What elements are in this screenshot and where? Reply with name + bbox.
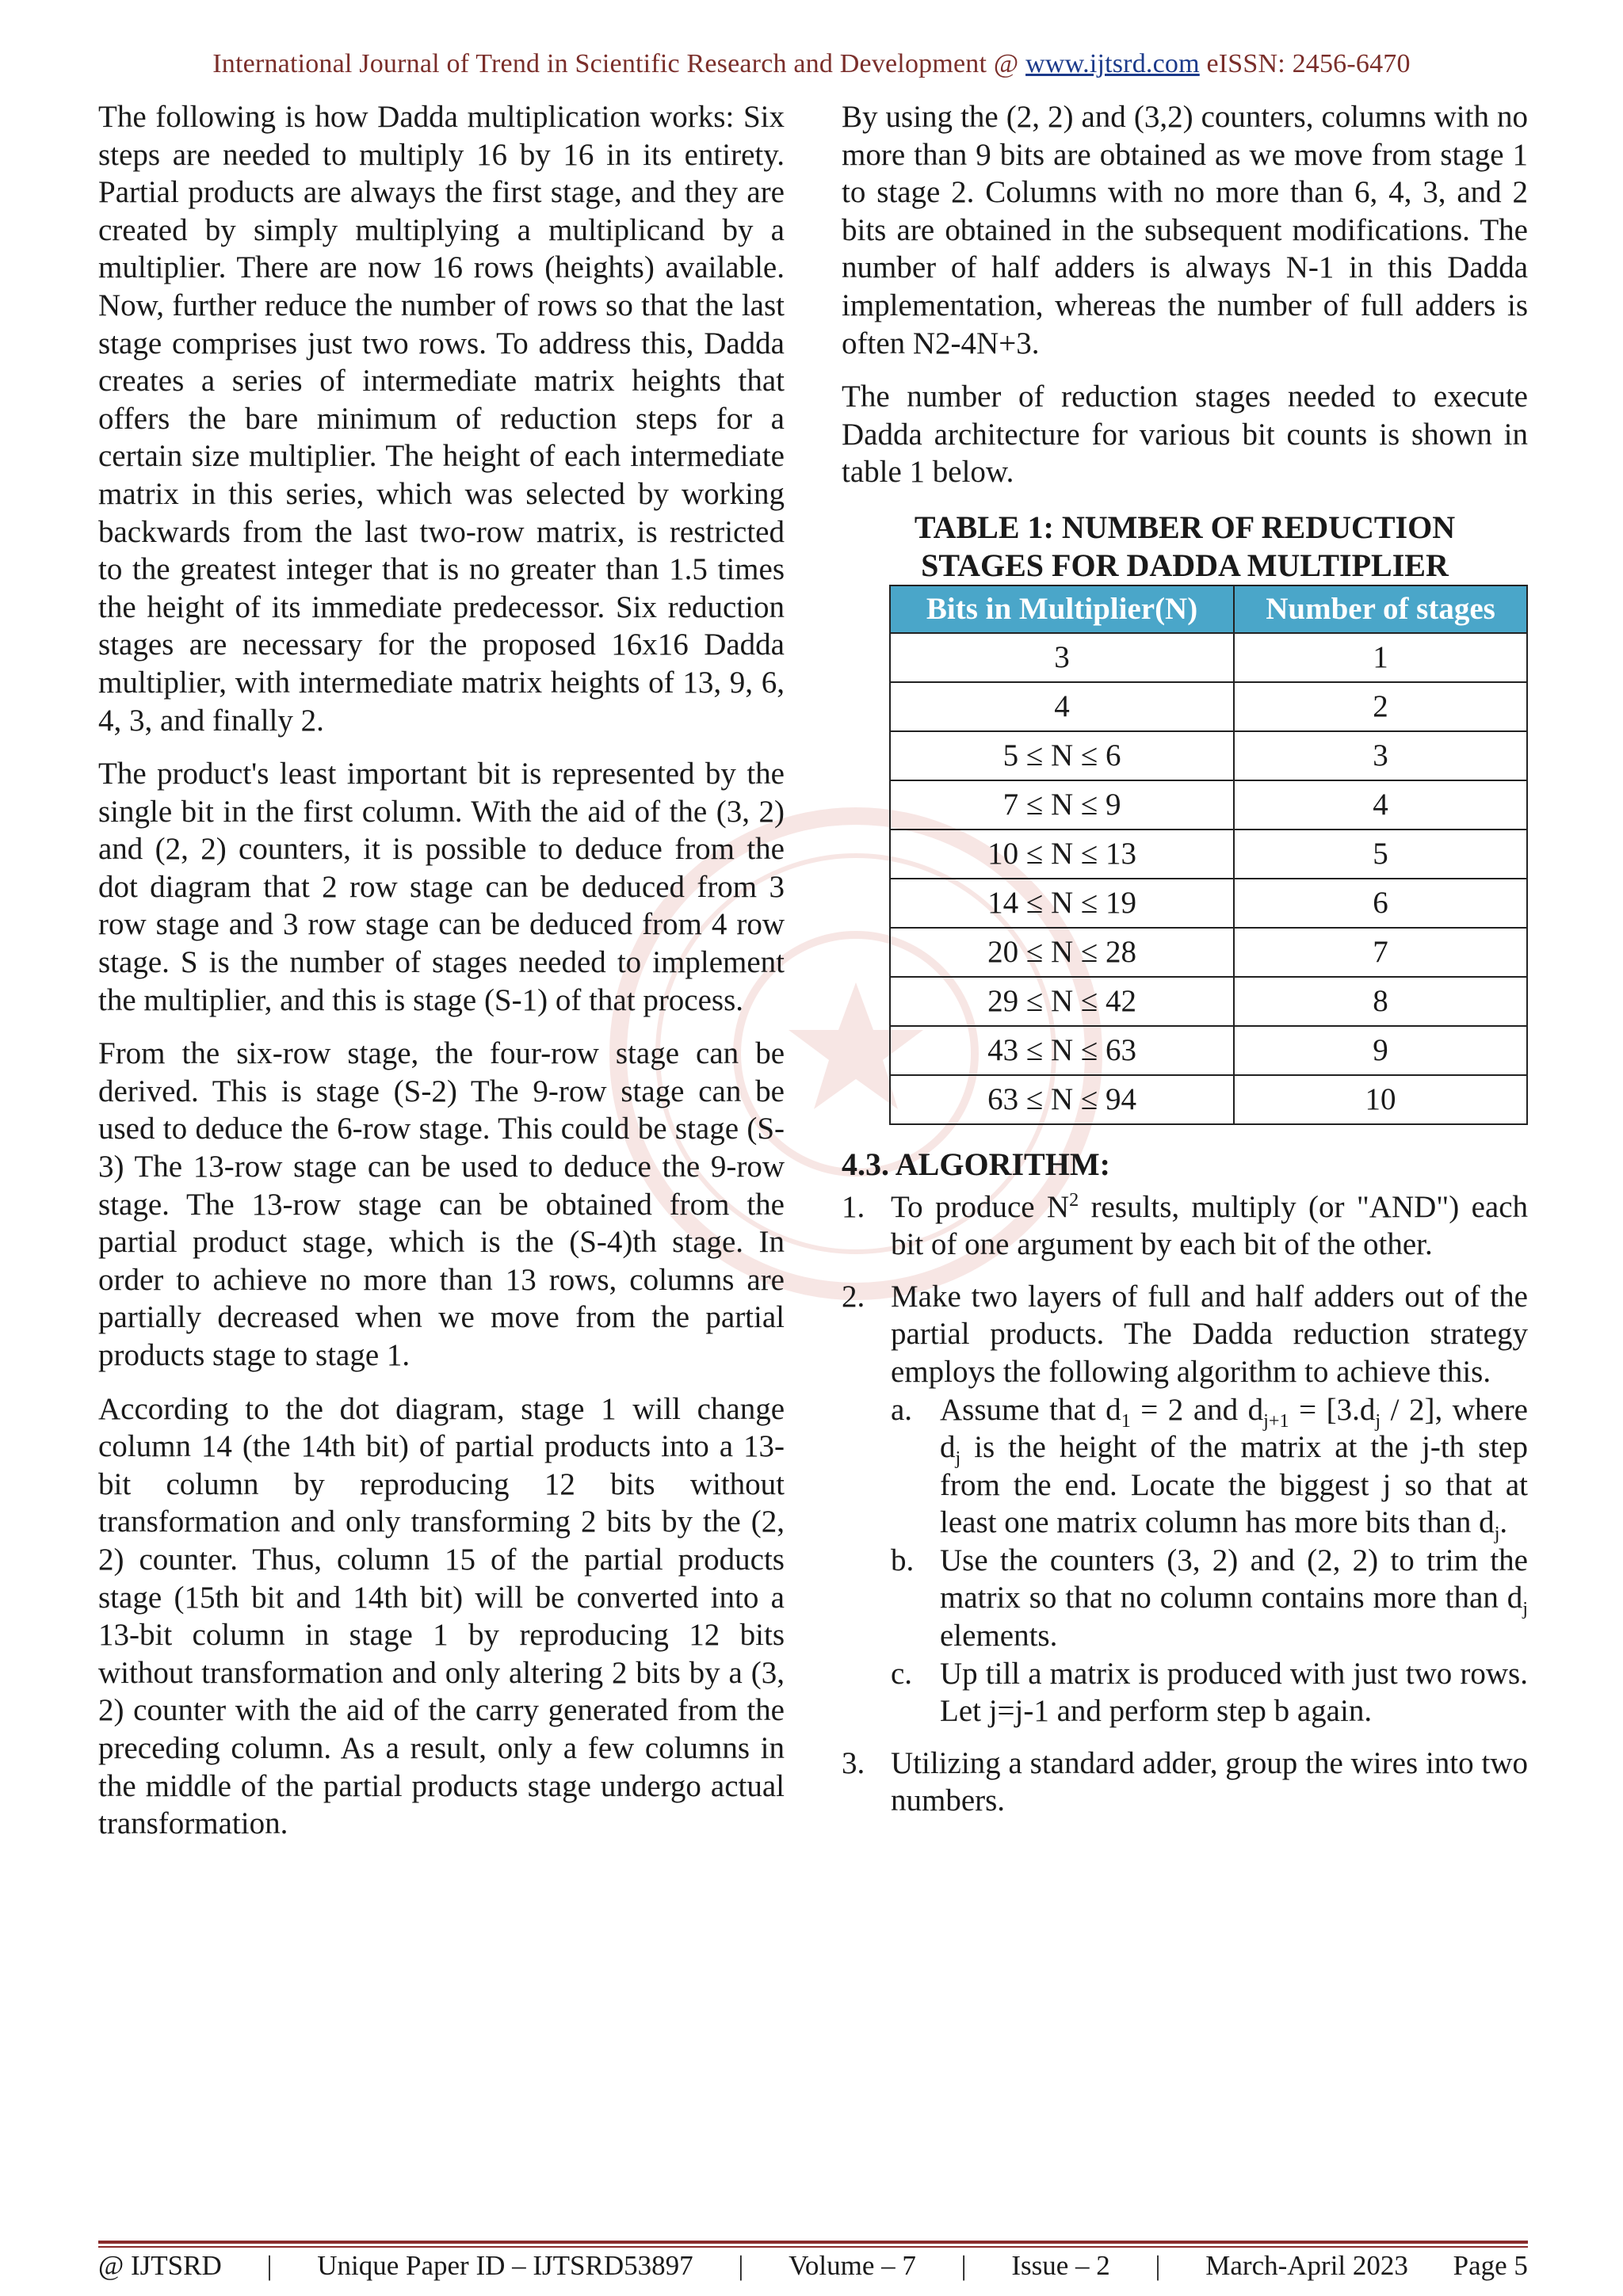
table-cell-bits: 43 ≤ N ≤ 63	[890, 1026, 1234, 1075]
substep-text: Use the counters (3, 2) and (2, 2) to trim the matrix so that no column contains more than $d_j$ elements.	[940, 1543, 1528, 1653]
running-footer	[98, 2250, 1528, 2282]
table-cell-bits: 4	[890, 682, 1234, 731]
algorithm-step-2	[842, 1278, 1528, 1730]
footer-paper-id: Unique Paper ID – IJTSRD53897	[317, 2250, 693, 2281]
journal-name: International Journal of Trend in Scientific Research and Development @	[212, 49, 1026, 78]
step-text: To produce $N^2$ results, multiply (or "AND") each bit of one argument by each bit of the other.	[891, 1188, 1528, 1262]
table-header-row	[890, 585, 1527, 633]
algorithm-substep-a	[891, 1391, 1528, 1545]
substep-letter: a.	[891, 1392, 913, 1427]
footer-separator: |	[960, 2250, 967, 2281]
table-cell-stages: 4	[1234, 780, 1527, 830]
right-column	[842, 98, 1528, 1834]
table-row	[890, 879, 1527, 928]
substep-text: Up till a matrix is produced with just two rows. Let j=j-1 and perform step b again.	[940, 1656, 1528, 1729]
table-row	[890, 682, 1527, 731]
table-cell-bits: 14 ≤ N ≤ 19	[890, 879, 1234, 928]
table-row	[890, 1075, 1527, 1124]
left-paragraph-3: From the six-row stage, the four-row stage can be derived. This is stage (S-2) The 9-row stage can be used to deduce the 6-row stage. This could be stage (S-3) The 13-row stage can be used to deduce the 9-row stage. The 13-row stage can be obtained from the partial product stage, which is the (S-4)th stage. In order to achieve no more than 13 rows, columns are partially decreased when we move from the partial products stage to stage 1.	[98, 1036, 785, 1372]
footer-separator: |	[1155, 2250, 1161, 2281]
algorithm-step-1	[842, 1188, 1528, 1264]
table-cell-stages: 5	[1234, 830, 1527, 879]
substep-letter: c.	[891, 1656, 913, 1691]
step-number: 2.	[842, 1279, 865, 1314]
step-text: Make two layers of full and half adders out of the partial products. The Dadda reduction strategy employs the following algorithm to achieve this. a. Assume that $d_1 = 2$ and $d_{j+1} = [3.d_j / 2]$, where $d_j$ is the height of the matrix at the j-th step from the end. Locate the biggest j so that at least one matrix column has more bits than $d_j$. b. Use the counters (3, 2) and (2, 2) to trim the matrix so that no column contains more than $d_j$ elements. c. Up till a matrix is produced with just two rows. Let j=j-1 and perform step b again.	[891, 1278, 1528, 1730]
table-cell-stages: 9	[1234, 1026, 1527, 1075]
table-row	[890, 780, 1527, 830]
table-caption-line-2: STAGES FOR DADDA MULTIPLIER	[921, 547, 1449, 583]
table-cell-stages: 2	[1234, 682, 1527, 731]
footer-page-number: Page 5	[1453, 2250, 1528, 2281]
algorithm-step-3	[842, 1745, 1528, 1820]
footer-volume: Volume – 7	[789, 2250, 916, 2281]
right-paragraph-2: The number of reduction stages needed to execute Dadda architecture for various bit counts is shown in table 1 below.	[842, 379, 1528, 490]
table-header-stages: Number of stages	[1234, 585, 1527, 633]
table-row	[890, 928, 1527, 977]
table-caption	[842, 509, 1528, 585]
running-header	[0, 49, 1623, 79]
table-row	[890, 977, 1527, 1026]
table-cell-bits: 10 ≤ N ≤ 13	[890, 830, 1234, 879]
algorithm-substep-c	[891, 1655, 1528, 1730]
table-cell-bits: 29 ≤ N ≤ 42	[890, 977, 1234, 1026]
substep-text: Assume that $d_1 = 2$ and $d_{j+1} = [3.d_j / 2]$, where $d_j$ is the height of the matrix at the j-th step from the end. Locate the biggest j so that at least one matrix column has more bits than $d_j$.	[940, 1392, 1528, 1545]
table-row	[890, 633, 1527, 682]
table-cell-bits: 20 ≤ N ≤ 28	[890, 928, 1234, 977]
table-cell-stages: 10	[1234, 1075, 1527, 1124]
journal-url-link[interactable]: www.ijtsrd.com	[1025, 49, 1200, 78]
left-paragraph-4: According to the dot diagram, stage 1 will change column 14 (the 14th bit) of partial products into a 13-bit column by reproducing 12 bits without transformation and only transforming 2 bits by the (2, 2) counter. Thus, column 15 of the partial products stage (15th bit and 14th bit) will be converted into a 13-bit column in stage 1 by reproducing 12 bits without transformation and only altering 2 bits by a (3, 2) counter with the aid of the carry generated from the preceding column. As a result, only a few columns in the middle of the partial products stage undergo actual transformation.	[98, 1391, 785, 1841]
substep-letter: b.	[891, 1543, 915, 1577]
table-row	[890, 830, 1527, 879]
table-cell-bits: 3	[890, 633, 1234, 682]
algorithm-section-title: 4.3. ALGORITHM:	[842, 1146, 1110, 1182]
footer-date: March-April 2023	[1205, 2250, 1408, 2281]
step-number: 1.	[842, 1189, 865, 1224]
step-number: 3.	[842, 1745, 865, 1780]
table-caption-line-1: TABLE 1: NUMBER OF REDUCTION	[914, 509, 1456, 545]
table-cell-stages: 3	[1234, 731, 1527, 780]
footer-separator: |	[266, 2250, 273, 2281]
left-paragraph-1: The following is how Dadda multiplication works: Six steps are needed to multiply 16 by 16 in its entirety. Partial products are always the first stage, and they are created by simply multiplying a multiplicand by a multiplier. There are now 16 rows (heights) available. Now, further reduce the number of rows so that the last stage comprises just two rows. To address this, Dadda creates a series of intermediate matrix heights that offers the bare minimum of reduction steps for a certain size multiplier. The height of each intermediate matrix in this series, which was selected by working backwards from the last two-row matrix, is restricted to the greatest integer that is no greater than 1.5 times the height of its immediate predecessor. Six reduction stages are necessary for the proposed 16x16 Dadda multiplier, with intermediate matrix heights of 13, 9, 6, 4, 3, and finally 2.	[98, 100, 785, 738]
table-cell-stages: 8	[1234, 977, 1527, 1026]
table-header-bits: Bits in Multiplier(N)	[890, 585, 1234, 633]
table-row	[890, 731, 1527, 780]
table-cell-stages: 6	[1234, 879, 1527, 928]
left-paragraph-2: The product's least important bit is represented by the single bit in the first column. With the aid of the (3, 2) and (2, 2) counters, it is possible to deduce from the dot diagram that 2 row stage can be deduced from 3 row stage and 3 row stage can be deduced from 4 row stage. S is the number of stages needed to implement the multiplier, and this is stage (S-1) of that process.	[98, 757, 785, 1017]
footer-issue: Issue – 2	[1011, 2250, 1110, 2281]
table-cell-stages: 1	[1234, 633, 1527, 682]
footer-rule-thin	[98, 2246, 1528, 2248]
table-cell-bits: 63 ≤ N ≤ 94	[890, 1075, 1234, 1124]
table-cell-bits: 7 ≤ N ≤ 9	[890, 780, 1234, 830]
table-cell-bits: 5 ≤ N ≤ 6	[890, 731, 1234, 780]
journal-issn: eISSN: 2456-6470	[1199, 49, 1411, 78]
step-text: Utilizing a standard adder, group the wires into two numbers.	[891, 1745, 1528, 1818]
footer-org: @ IJTSRD	[98, 2250, 222, 2281]
table-row	[890, 1026, 1527, 1075]
left-column	[98, 98, 785, 1859]
footer-rule	[98, 2241, 1528, 2244]
footer-separator: |	[738, 2250, 744, 2281]
reduction-stages-table	[889, 585, 1528, 1125]
table-cell-stages: 7	[1234, 928, 1527, 977]
algorithm-substep-b	[891, 1542, 1528, 1655]
right-paragraph-1: By using the (2, 2) and (3,2) counters, columns with no more than 9 bits are obtained as we move from stage 1 to stage 2. Columns with no more than 6, 4, 3, and 2 bits are obtained in the subsequent modifications. The number of half adders is always N-1 in this Dadda implementation, whereas the number of full adders is often N2-4N+3.	[842, 100, 1528, 360]
